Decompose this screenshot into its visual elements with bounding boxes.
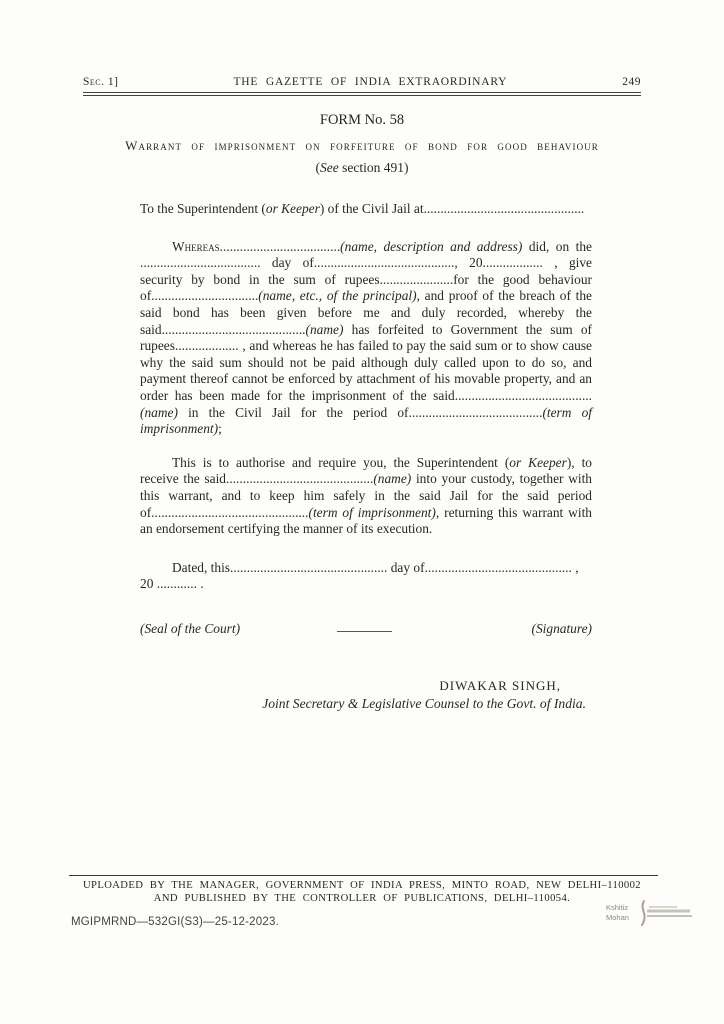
signatory-name: DIWAKAR SINGH, [439, 678, 561, 693]
authorise-paragraph: This is to authorise and require you, the Superintendent (or Keeper), to receive the said............................................(name) into your custody, together with this warrant, and to keep him safely in the said Jail for the said period of...............................................(term of imprisonment), returning this warrant with an endorsement certifying the manner of its execution. [140, 454, 592, 537]
section-reference: (See section 491) [315, 160, 409, 175]
signature-label: (Signature) [531, 620, 592, 636]
digital-signer-name [606, 903, 629, 923]
page-number: 249 [622, 76, 641, 88]
digital-signer-first-name: Kshitiz [606, 903, 629, 912]
digital-signer-last-name: Mohan [606, 913, 629, 922]
signatory-block [262, 678, 586, 712]
footer-rule [69, 875, 658, 876]
seal-of-court-label: (Seal of the Court) [140, 620, 241, 636]
signatory-designation: Joint Secretary & Legislative Counsel to the Govt. of India. [262, 696, 586, 711]
form-title: Warrant of imprisonment on forfeiture of bond for good behaviour [125, 138, 599, 153]
signature-scribble-icon [634, 896, 696, 937]
page-header [83, 76, 641, 88]
footer-publish-line: AND PUBLISHED BY THE CONTROLLER OF PUBLICATIONS, DELHI–110054. [153, 893, 571, 904]
form-number: FORM No. 58 [319, 112, 405, 128]
header-double-rule [83, 92, 641, 96]
address-line: To the Superintendent (or Keeper) of the Civil Jail at................................................ [140, 201, 585, 216]
print-code: MGIPMRND—532GI(S3)—25-12-2023. [71, 916, 279, 928]
section-label: Sec. 1] [83, 76, 119, 88]
gazette-title: THE GAZETTE OF INDIA EXTRAORDINARY [233, 76, 508, 88]
seal-signature-row [140, 621, 592, 638]
dated-line: Dated, this............................................... day of............................................ , 20 ............ . [140, 559, 579, 592]
separator-rule [337, 631, 392, 632]
whereas-paragraph: Whereas....................................(name, description and address) did, on the .................................... day of.........................................., 20.................. , give security by bond in the sum of rupees......................for the good behaviour of................................(name, etc., of the principal), and proof of the breach of the said bond has been given before me and duly recorded, whereby the said...........................................(name) has forfeited to Government the sum of rupees................... , and whereas he has failed to pay the said sum or to show cause why the said sum should not be paid although duly called upon to do so, and payment thereof cannot be enforced by attachment of his movable property, and an order has been made for the imprisonment of the said.........................................(name) in the Civil Jail for the period of........................................(term of imprisonment); [140, 238, 592, 437]
footer-upload-line: UPLOADED BY THE MANAGER, GOVERNMENT OF INDIA PRESS, MINTO ROAD, NEW DELHI–110002 [82, 880, 641, 891]
document-body [140, 201, 592, 637]
